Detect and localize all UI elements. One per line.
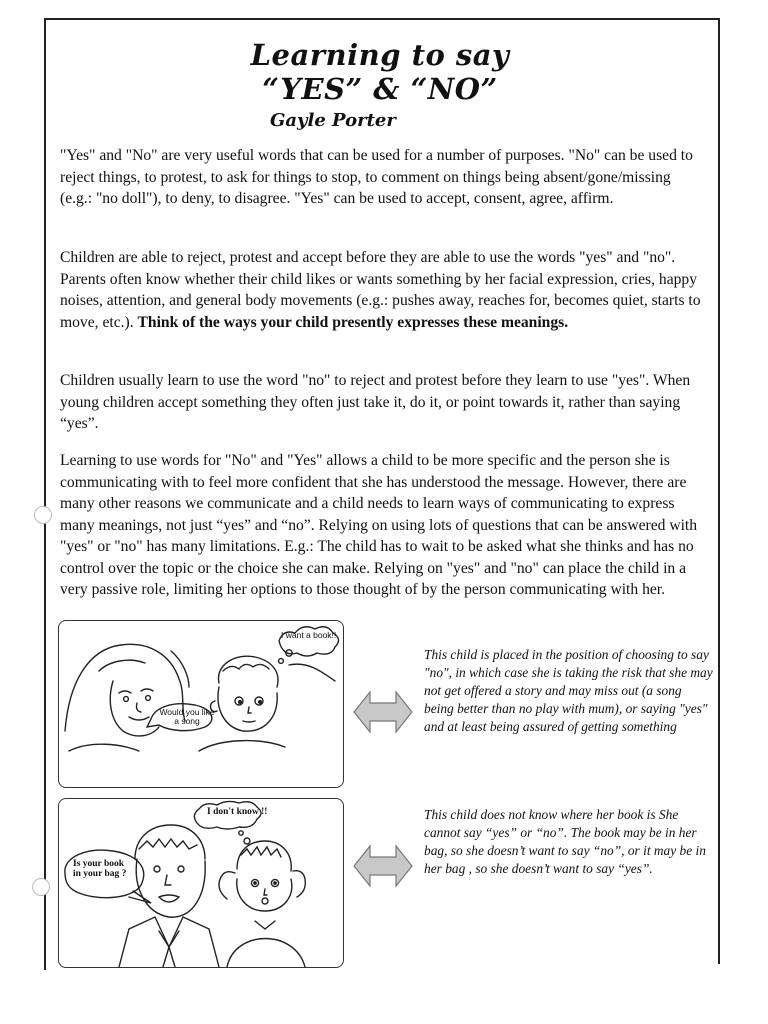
title-line-2: “YES” & “NO” (262, 72, 498, 106)
paragraph-4: Learning to use words for "No" and "Yes" allows a child to be more specific and the person she is communicating with to feel more confident that she has understood the message. However, there are many other reasons we communicate and a child needs to learn ways of communicating to express many meanings, not just “yes” and “no”. Relying on using lots of questions that can be answered with "yes" or "no" has many limitations. E.g.: The child has to wait to be asked what she thinks and has no control over the topic or the choice she can make. Relying on "yes" and "no" can place the child in a very passive role, limiting her options to those thought of by the person communicating with her. (60, 452, 698, 598)
paragraph-3: Children usually learn to use the word "no" to reject and protest before they learn to use "yes". When young children accept something they often just take it, do it, or point towards it, rather than saying “yes”. (60, 372, 691, 432)
page-border-left (44, 18, 46, 970)
double-headed-arrow-icon (352, 842, 414, 890)
paragraph-1: "Yes" and "No" are very useful words that can be used for a number of purposes. "No" can be used to reject things, to protest, to ask for things to stop, to comment on things being absent/gone/missing (e.g.: "no doll"), to deny, to disagree. "Yes" can be used to accept, consent, agree, affirm. (60, 147, 693, 207)
illustration-caption-2: This child does not know where her book is She cannot say “yes” or “no”. The book may be in her bag, so she doesn’t want to say “no”, or it may be in her bag , so she doesn’t want to say “yes”. (424, 807, 706, 876)
paragraph-2 (60, 247, 704, 333)
punch-hole (32, 878, 50, 896)
mother-child-drawing (59, 621, 343, 787)
thought-bubble-text: I want a book!! (281, 630, 337, 640)
page-border-right (718, 18, 720, 964)
double-headed-arrow-icon (352, 688, 414, 736)
page-border-top (44, 18, 720, 20)
illustration-panel-1 (58, 620, 344, 788)
speech-bubble-text: Is your book in your bag ? (73, 859, 127, 879)
illustration-panel-2 (58, 798, 344, 968)
paragraph-2-emphasis: Think of the ways your child presently expresses these meanings. (137, 313, 569, 331)
paragraph-2-text: Children are able to reject, protest and accept before they are able to use the words "yes" and "no". Parents often know whether their child likes or wants something by her facial expression, cries, happy noises, attention, and general body movements (e.g.: pushes away, reaches for, becomes quiet, starts to move, etc.). (60, 249, 701, 331)
punch-hole (34, 506, 52, 524)
thought-bubble-text: I don't know !! (207, 807, 268, 817)
illustration-caption-1: This child is placed in the position of choosing to say "no", in which case she is taking the risk that she may not get offered a story and may miss out (a song being better than no play with mum), or saying "yes" and at least being assured of getting something (424, 647, 713, 734)
speech-bubble-text: Would you like a song (159, 707, 215, 726)
author-name: Gayle Porter (270, 110, 396, 131)
parent-child-drawing (59, 799, 343, 967)
title-line-1: Learning to say (250, 38, 510, 72)
